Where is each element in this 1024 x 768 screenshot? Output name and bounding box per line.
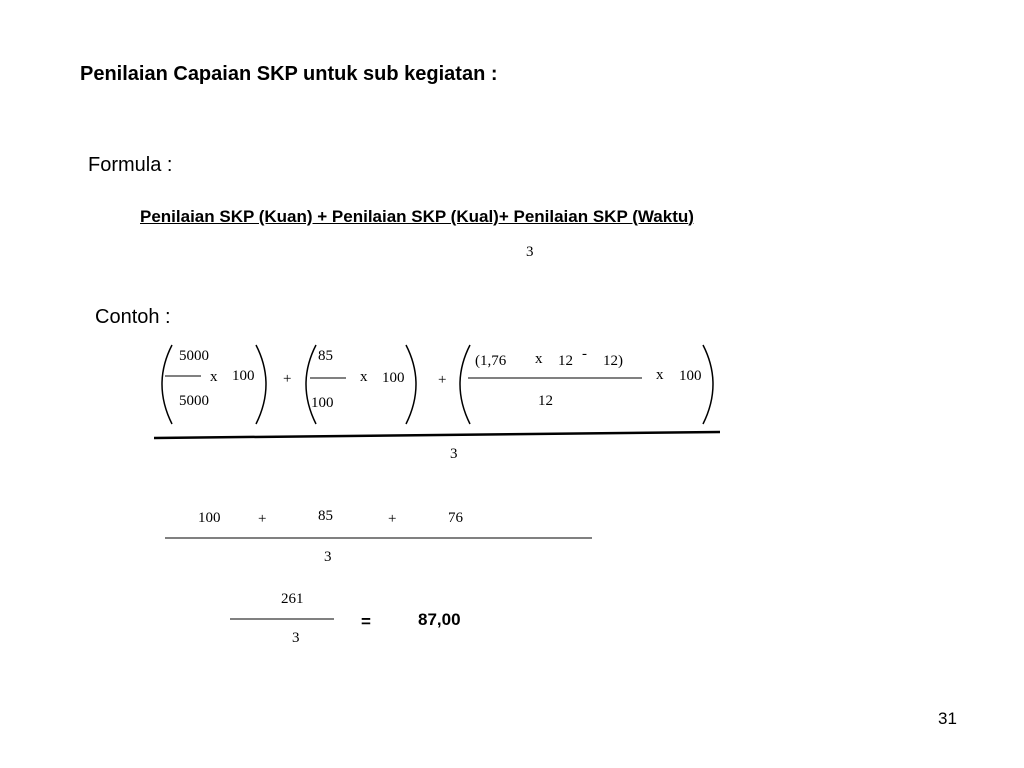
term2-open-paren (306, 345, 316, 424)
slide-title: Penilaian Capaian SKP untuk sub kegiatan : (80, 63, 498, 85)
term3-times2: x (656, 367, 664, 383)
term3-open: (1,76 (475, 353, 507, 369)
plus-sign-2: + (438, 372, 447, 388)
formula-denominator: 3 (526, 244, 534, 260)
term2-times: x (360, 369, 368, 385)
step3-numerator: 261 (281, 591, 304, 607)
plus-sign-1: + (283, 371, 292, 387)
step2-denominator: 3 (324, 549, 332, 565)
term3-minus: - (582, 346, 587, 362)
step3-equals: = (361, 612, 371, 631)
step2-plus-2: + (388, 511, 397, 527)
term3-value: 12 (558, 353, 573, 369)
term3-multiplier: 100 (679, 368, 702, 384)
term3-times: x (535, 351, 543, 367)
step3-denominator: 3 (292, 630, 300, 646)
term2-denominator: 100 (311, 395, 334, 411)
formula-close-paren: ) (688, 207, 694, 226)
example-label: Contoh : (95, 306, 171, 328)
step3-result: 87,00 (418, 610, 461, 629)
example-main-fraction-bar (154, 432, 720, 438)
example-overall-denominator: 3 (450, 446, 458, 462)
term3-open-paren (460, 345, 470, 424)
step2-value-b: 85 (318, 508, 333, 524)
formula-text: Penilaian SKP (Kuan) + Penilaian SKP (Kual)+ Penilaian SKP (Waktu (140, 207, 689, 226)
term3-denominator: 12 (538, 393, 553, 409)
page-number: 31 (938, 709, 957, 728)
term1-multiplier: 100 (232, 368, 255, 384)
step2-value-a: 100 (198, 510, 221, 526)
term2-multiplier: 100 (382, 370, 405, 386)
term1-times: x (210, 369, 218, 385)
step2-plus-1: + (258, 511, 267, 527)
term2-numerator: 85 (318, 348, 333, 364)
step2-value-c: 76 (448, 510, 463, 526)
term3-close: 12) (603, 353, 623, 369)
term1-close-paren (256, 345, 266, 424)
term3-close-paren (703, 345, 713, 424)
term1-open-paren (162, 345, 172, 424)
formula-label: Formula : (88, 154, 173, 176)
term1-denominator: 5000 (179, 393, 209, 409)
term1-numerator: 5000 (179, 348, 209, 364)
term2-close-paren (406, 345, 416, 424)
